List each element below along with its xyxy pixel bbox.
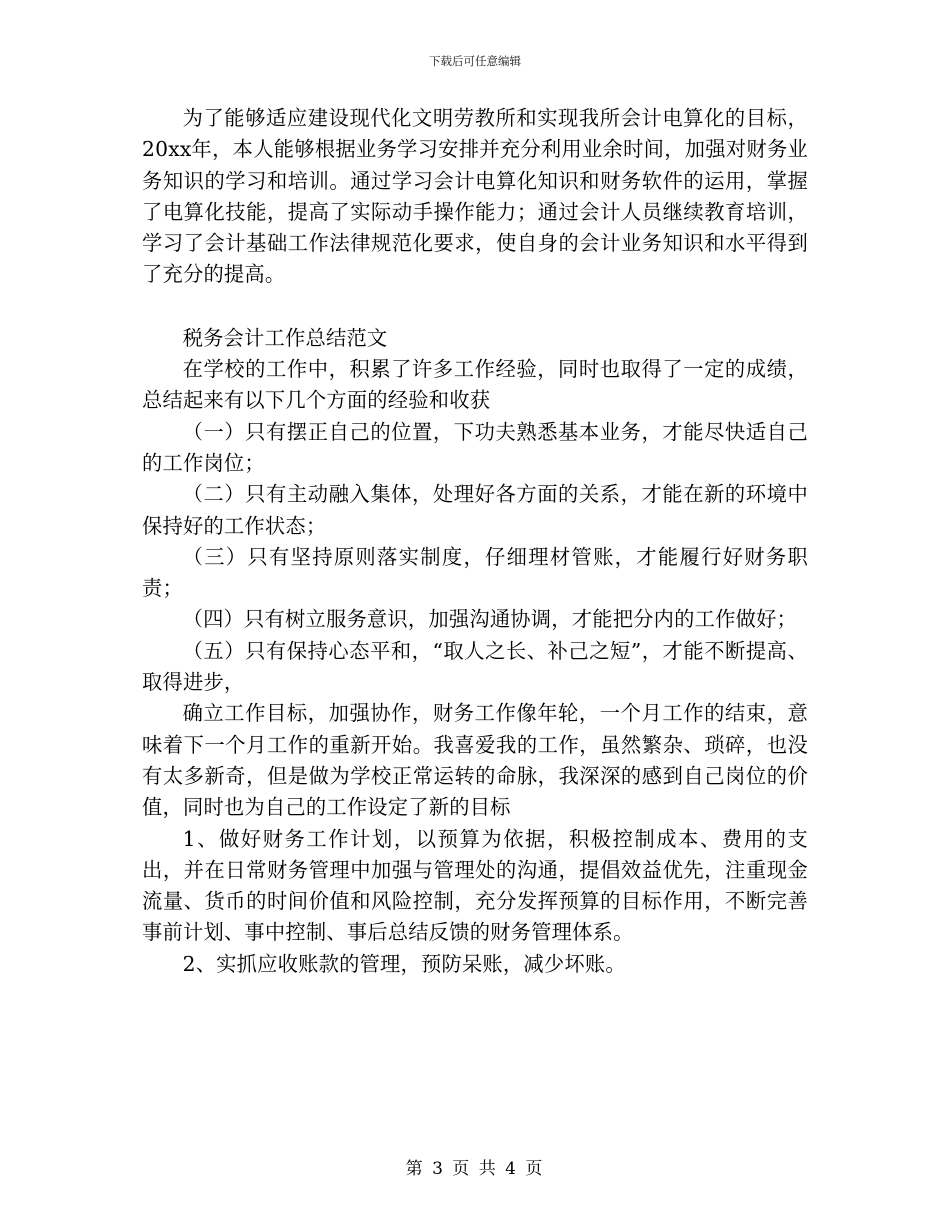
- paragraph-8: 1、做好财务工作计划，以预算为依据，积极控制成本、费用的支出，并在日常财务管理中加强与管理处的沟通，提倡效益优先，注重现金流量、货币的时间价值和风险控制，充分发挥预算的目标作用，不断完善事前计划、事中控制、事后总结反馈的财务管理体系。: [142, 826, 808, 945]
- page-footer: 第 3 页 共 4 页: [405, 1159, 545, 1179]
- paragraph-6: （五）只有保持心态平和，“取人之长、补己之短”，才能不断提高、取得进步，: [142, 638, 808, 695]
- intro-paragraph: 为了能够适应建设现代化文明劳教所和实现我所会计电算化的目标，20xx年，本人能够根据业务学习安排并充分利用业余时间，加强对财务业务知识的学习和培训。通过学习会计电算化知识和财务软件的运用，掌握了电算化技能，提高了实际动手操作能力；通过会计人员继续教育培训，学习了会计基础工作法律规范化要求，使自身的会计业务知识和水平得到了充分的提高。: [142, 106, 808, 287]
- paragraph-5: （四）只有树立服务意识，加强沟通协调，才能把分内的工作做好；: [182, 607, 798, 632]
- paragraph-7: 确立工作目标，加强协作，财务工作像年轮，一个月工作的结束，意味着下一个月工作的重新开始。我喜爱我的工作，虽然繁杂、琐碎，也没有太多新奇，但是做为学校正常运转的命脉，我深深的感到自己岗位的价值，同时也为自己的工作设定了新的目标: [142, 701, 808, 820]
- paragraph-2: （一）只有摆正自己的位置，下功夫熟悉基本业务，才能尽快适自己的工作岗位；: [142, 419, 808, 475]
- section-title: 税务会计工作总结范文: [182, 325, 388, 350]
- paragraph-4: （三）只有坚持原则落实制度，仔细理材管账，才能履行好财务职责；: [142, 544, 808, 601]
- paragraph-gap: [142, 291, 808, 323]
- document-body: [142, 103, 808, 980]
- paragraph-1: 在学校的工作中，积累了许多工作经验，同时也取得了一定的成绩，总结起来有以下几个方面的经验和收获: [142, 357, 808, 413]
- page-header: 下载后可任意编辑: [429, 54, 521, 68]
- paragraph-9: 2、实抓应收账款的管理，预防呆账，减少坏账。: [182, 951, 626, 976]
- paragraph-3: （二）只有主动融入集体，处理好各方面的关系，才能在新的环境中保持好的工作状态；: [142, 482, 808, 538]
